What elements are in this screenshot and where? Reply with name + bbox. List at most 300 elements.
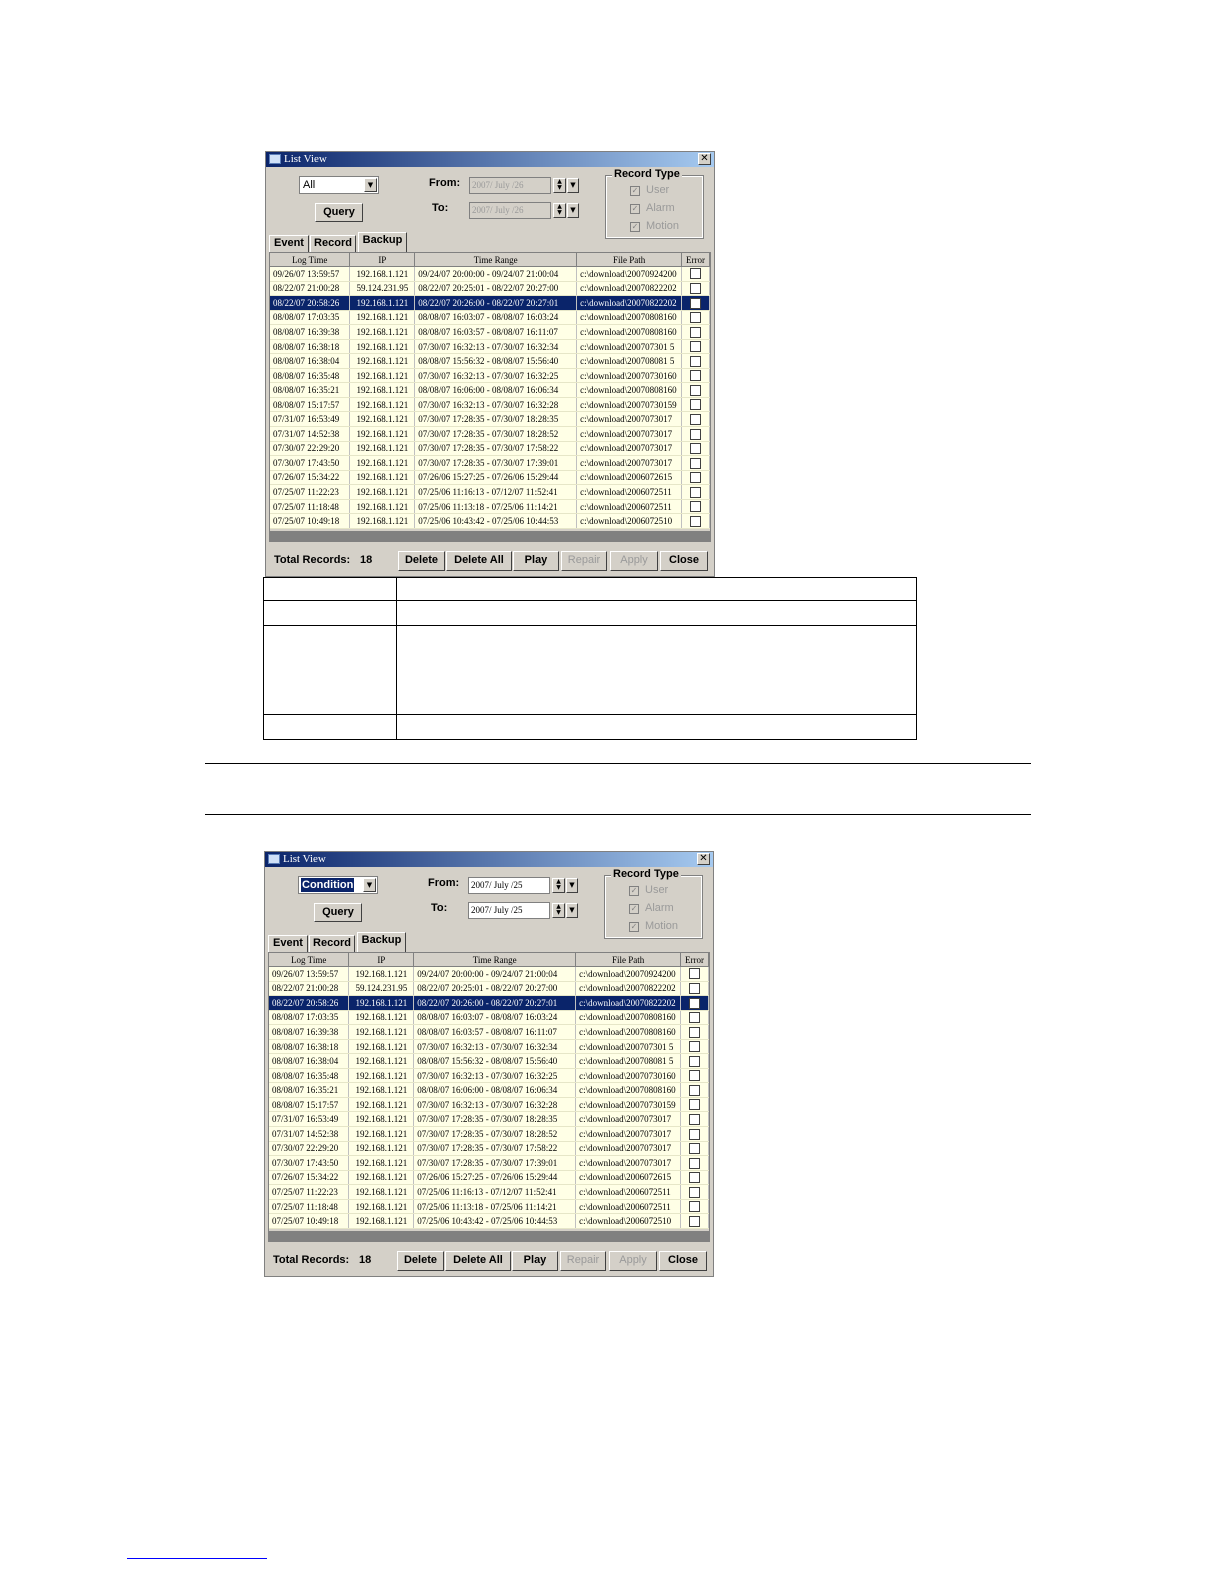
section-rule-bottom	[205, 814, 1031, 815]
cell-time-range: 08/22/07 20:25:01 - 08/22/07 20:27:00	[415, 281, 577, 296]
cell-error	[682, 354, 710, 369]
cell-error	[682, 325, 710, 340]
cell-error	[682, 427, 710, 442]
error-checkbox[interactable]	[689, 1056, 700, 1067]
cell-time-range: 07/30/07 17:28:35 - 07/30/07 17:58:22	[414, 1141, 576, 1156]
table-row[interactable]	[270, 296, 710, 311]
record-type-label-alarm: Alarm	[645, 902, 674, 914]
error-checkbox[interactable]	[689, 1172, 700, 1183]
close-button[interactable]: Close	[659, 1251, 707, 1271]
table-row[interactable]	[269, 1083, 709, 1098]
error-checkbox[interactable]	[690, 385, 701, 396]
cell-time-range: 09/24/07 20:00:00 - 09/24/07 21:00:04	[414, 967, 576, 982]
table-row[interactable]	[269, 1039, 709, 1054]
error-checkbox[interactable]	[690, 458, 701, 469]
record-type-label-user: User	[645, 884, 669, 896]
column-header-time-range[interactable]: Time Range	[415, 253, 577, 267]
cell-file-path: c:\download\20070924200	[576, 967, 681, 982]
cell-file-path: c:\download\2007073017	[577, 456, 682, 471]
error-checkbox[interactable]	[690, 312, 701, 323]
table-row-divider	[264, 625, 916, 626]
error-checkbox[interactable]	[690, 487, 701, 498]
cell-error	[681, 1127, 709, 1142]
error-checkbox[interactable]	[689, 1158, 700, 1169]
close-icon[interactable]: ✕	[697, 853, 710, 865]
cell-error	[681, 1156, 709, 1171]
cell-error	[681, 1199, 709, 1214]
cell-error	[681, 996, 709, 1011]
title-bar	[266, 152, 714, 167]
description-table	[263, 577, 917, 740]
close-button[interactable]: Close	[660, 551, 708, 571]
cell-file-path: c:\download\20070808160	[576, 1083, 681, 1098]
record-type-checkbox-user[interactable]: ✓	[631, 186, 639, 195]
to-date-spinner[interactable]: ▲ ▼	[553, 203, 566, 218]
cell-ip: 192.168.1.121	[349, 1010, 414, 1025]
record-type-checkbox-user[interactable]: ✓	[630, 886, 638, 895]
play-button[interactable]: Play	[513, 551, 559, 571]
table-row[interactable]	[269, 1097, 709, 1112]
table-row[interactable]	[269, 1141, 709, 1156]
error-checkbox[interactable]	[689, 1187, 700, 1198]
column-header-error[interactable]: Error	[682, 253, 710, 267]
cell-ip: 192.168.1.121	[349, 1054, 414, 1069]
delete-all-button[interactable]: Delete All	[446, 551, 512, 571]
table-scrollbar[interactable]	[269, 1231, 709, 1241]
column-header-file-path[interactable]: File Path	[577, 253, 682, 267]
cell-time-range: 08/08/07 16:03:57 - 08/08/07 16:11:07	[414, 1025, 576, 1040]
delete-button[interactable]: Delete	[397, 1251, 444, 1271]
table-scrollbar[interactable]	[270, 531, 710, 541]
cell-file-path: c:\download\20070808160	[577, 383, 682, 398]
cell-log-time: 08/08/07 16:35:21	[270, 383, 350, 398]
error-checkbox[interactable]	[690, 443, 701, 454]
cell-ip: 192.168.1.121	[350, 427, 415, 442]
cell-time-range: 07/26/06 15:27:25 - 07/26/06 15:29:44	[415, 470, 577, 485]
cell-ip: 192.168.1.121	[349, 1097, 414, 1112]
table-row[interactable]	[270, 427, 710, 442]
cell-error	[681, 1054, 709, 1069]
to-label: To:	[432, 202, 449, 214]
error-checkbox[interactable]	[690, 472, 701, 483]
cell-ip: 192.168.1.121	[349, 1141, 414, 1156]
tab-backup[interactable]: Backup	[357, 932, 406, 952]
cell-file-path: c:\download\2006072510	[576, 1214, 681, 1229]
table-row[interactable]	[270, 368, 710, 383]
to-date-spinner[interactable]: ▲ ▼	[552, 903, 565, 918]
cell-log-time: 08/08/07 16:38:04	[270, 354, 350, 369]
error-checkbox[interactable]	[690, 399, 701, 410]
cell-file-path: c:\download\2006072511	[577, 485, 682, 500]
cell-time-range: 07/30/07 16:32:13 - 07/30/07 16:32:25	[414, 1068, 576, 1083]
query-button[interactable]: Query	[315, 203, 363, 222]
record-type-legend: Record Type	[614, 168, 680, 180]
cell-ip: 192.168.1.121	[349, 1127, 414, 1142]
to-label: To:	[431, 902, 448, 914]
tab-record[interactable]: Record	[309, 935, 355, 952]
error-checkbox[interactable]	[689, 1143, 700, 1154]
cell-ip: 192.168.1.121	[350, 499, 415, 514]
error-checkbox[interactable]	[690, 414, 701, 425]
calendar-dropdown-icon[interactable]: ▼	[566, 903, 578, 918]
cell-error	[682, 281, 710, 296]
table-row[interactable]	[269, 981, 709, 996]
record-type-checkbox-motion[interactable]: ✓	[630, 922, 638, 931]
app-icon	[268, 854, 280, 864]
table-row[interactable]	[270, 354, 710, 369]
cell-file-path: c:\download\20070808160	[577, 325, 682, 340]
cell-ip: 192.168.1.121	[349, 1185, 414, 1200]
table-row[interactable]	[270, 499, 710, 514]
cell-log-time: 07/31/07 14:52:38	[269, 1127, 349, 1142]
table-row[interactable]	[270, 412, 710, 427]
cell-time-range: 07/25/06 11:16:13 - 07/12/07 11:52:41	[414, 1185, 576, 1200]
table-row[interactable]	[270, 397, 710, 412]
column-header-ip[interactable]: IP	[350, 253, 415, 267]
cell-ip: 59.124.231.95	[350, 281, 415, 296]
cell-log-time: 07/25/07 10:49:18	[270, 514, 350, 529]
cell-error	[681, 1039, 709, 1054]
cell-ip: 192.168.1.121	[350, 470, 415, 485]
cell-time-range: 08/22/07 20:26:00 - 08/22/07 20:27:01	[414, 996, 576, 1011]
error-checkbox[interactable]	[689, 1099, 700, 1110]
table-row[interactable]	[269, 1010, 709, 1025]
cell-file-path: c:\download\20070730159	[577, 397, 682, 412]
table-row[interactable]	[269, 1156, 709, 1171]
cell-time-range: 07/25/06 11:13:18 - 07/25/06 11:14:21	[415, 499, 577, 514]
error-checkbox[interactable]	[690, 356, 701, 367]
cell-ip: 192.168.1.121	[350, 310, 415, 325]
error-checkbox[interactable]	[690, 516, 701, 527]
apply-button[interactable]: Apply	[610, 551, 658, 571]
from-date-field[interactable]: 2007/ July /25	[468, 877, 550, 894]
table-row[interactable]	[269, 1054, 709, 1069]
cell-file-path: c:\download\2006072510	[577, 514, 682, 529]
table-row[interactable]	[269, 967, 709, 982]
total-records-label: Total Records:	[273, 1254, 350, 1266]
table-row[interactable]	[270, 267, 710, 282]
table-row[interactable]	[270, 310, 710, 325]
cell-ip: 192.168.1.121	[350, 267, 415, 282]
cell-time-range: 07/30/07 16:32:13 - 07/30/07 16:32:25	[415, 368, 577, 383]
cell-time-range: 07/30/07 17:28:35 - 07/30/07 17:58:22	[415, 441, 577, 456]
cell-time-range: 07/30/07 17:28:35 - 07/30/07 17:39:01	[414, 1156, 576, 1171]
cell-log-time: 07/26/07 15:34:22	[269, 1170, 349, 1185]
record-type-label-motion: Motion	[645, 920, 679, 932]
cell-log-time: 07/31/07 14:52:38	[270, 427, 350, 442]
calendar-dropdown-icon[interactable]: ▼	[566, 878, 578, 893]
cell-time-range: 07/30/07 16:32:13 - 07/30/07 16:32:34	[414, 1039, 576, 1054]
cell-time-range: 07/30/07 17:28:35 - 07/30/07 18:28:52	[414, 1127, 576, 1142]
error-checkbox[interactable]	[689, 1070, 700, 1081]
column-header-log-time[interactable]: Log Time	[270, 253, 350, 267]
cell-error	[682, 514, 710, 529]
total-records-label: Total Records:	[274, 554, 351, 566]
record-type-label-user: User	[646, 184, 670, 196]
cell-ip: 192.168.1.121	[349, 1199, 414, 1214]
list-view-window-all	[265, 151, 715, 577]
cell-ip: 192.168.1.121	[349, 1025, 414, 1040]
column-header-ip[interactable]: IP	[349, 953, 414, 967]
record-type-checkbox-alarm[interactable]: ✓	[631, 204, 639, 213]
cell-ip: 192.168.1.121	[350, 339, 415, 354]
cell-ip: 192.168.1.121	[350, 368, 415, 383]
cell-log-time: 07/30/07 22:29:20	[269, 1141, 349, 1156]
error-checkbox[interactable]	[689, 1027, 700, 1038]
cell-ip: 192.168.1.121	[350, 456, 415, 471]
close-icon[interactable]: ✕	[698, 153, 711, 165]
error-checkbox[interactable]	[690, 429, 701, 440]
cell-ip: 192.168.1.121	[350, 397, 415, 412]
column-header-log-time[interactable]: Log Time	[269, 953, 349, 967]
cell-time-range: 08/08/07 16:06:00 - 08/08/07 16:06:34	[415, 383, 577, 398]
cell-error	[681, 1025, 709, 1040]
column-header-file-path[interactable]: File Path	[576, 953, 681, 967]
cell-file-path: c:\download\20070822202	[576, 996, 681, 1011]
table-row[interactable]	[269, 1127, 709, 1142]
cell-log-time: 07/30/07 17:43:50	[270, 456, 350, 471]
table-row[interactable]	[270, 514, 710, 529]
cell-log-time: 08/08/07 16:35:48	[269, 1068, 349, 1083]
cell-file-path: c:\download\2006072615	[577, 470, 682, 485]
delete-button[interactable]: Delete	[398, 551, 445, 571]
column-header-time-range[interactable]: Time Range	[414, 953, 576, 967]
from-label: From:	[429, 177, 461, 189]
table-row[interactable]	[269, 1068, 709, 1083]
total-records-value: 18	[359, 1254, 372, 1266]
cell-error	[682, 441, 710, 456]
cell-file-path: c:\download\2006072511	[576, 1199, 681, 1214]
apply-button[interactable]: Apply	[609, 1251, 657, 1271]
cell-error	[681, 1097, 709, 1112]
cell-time-range: 07/30/07 16:32:13 - 07/30/07 16:32:28	[415, 397, 577, 412]
cell-time-range: 07/30/07 16:32:13 - 07/30/07 16:32:34	[415, 339, 577, 354]
to-date-field[interactable]: 2007/ July /26	[469, 202, 551, 219]
cell-file-path: c:\download\20070822202	[577, 281, 682, 296]
error-checkbox[interactable]	[689, 968, 700, 979]
to-date-field[interactable]: 2007/ July /25	[468, 902, 550, 919]
cell-ip: 192.168.1.121	[350, 325, 415, 340]
table-row[interactable]	[270, 441, 710, 456]
table-row[interactable]	[269, 996, 709, 1011]
cell-time-range: 07/30/07 17:28:35 - 07/30/07 18:28:35	[414, 1112, 576, 1127]
cell-log-time: 09/26/07 13:59:57	[270, 267, 350, 282]
window-title: List View	[283, 853, 326, 865]
cell-error	[681, 1141, 709, 1156]
filter-dropdown[interactable]	[299, 176, 379, 194]
play-button[interactable]: Play	[512, 1251, 558, 1271]
table-row[interactable]	[270, 325, 710, 340]
cell-log-time: 08/08/07 16:35:21	[269, 1083, 349, 1098]
cell-file-path: c:\download\20070730160	[577, 368, 682, 383]
error-checkbox[interactable]	[689, 1201, 700, 1212]
tab-event[interactable]: Event	[269, 235, 309, 252]
cell-log-time: 08/22/07 20:58:26	[269, 996, 349, 1011]
cell-file-path: c:\download\20070808160	[576, 1010, 681, 1025]
cell-log-time: 07/30/07 22:29:20	[270, 441, 350, 456]
cell-file-path: c:\download\20070730159	[576, 1097, 681, 1112]
error-checkbox[interactable]	[689, 983, 700, 994]
cell-file-path: c:\download\20070808160	[576, 1025, 681, 1040]
error-checkbox[interactable]	[689, 1216, 700, 1227]
cell-log-time: 08/08/07 16:35:48	[270, 368, 350, 383]
error-checkbox[interactable]	[689, 998, 700, 1009]
cell-ip: 192.168.1.121	[349, 1068, 414, 1083]
cell-file-path: c:\download\20070730160	[576, 1068, 681, 1083]
cell-error	[682, 470, 710, 485]
cell-time-range: 07/30/07 17:28:35 - 07/30/07 17:39:01	[415, 456, 577, 471]
error-checkbox[interactable]	[690, 501, 701, 512]
cell-file-path: c:\download\200708081 5	[577, 354, 682, 369]
table-row[interactable]	[269, 1214, 709, 1229]
table-row[interactable]	[270, 383, 710, 398]
cell-file-path: c:\download\200707301 5	[576, 1039, 681, 1054]
cell-log-time: 07/25/07 11:18:48	[269, 1199, 349, 1214]
cell-time-range: 07/30/07 16:32:13 - 07/30/07 16:32:28	[414, 1097, 576, 1112]
cell-log-time: 08/08/07 15:17:57	[270, 397, 350, 412]
error-checkbox[interactable]	[689, 1012, 700, 1023]
chevron-down-icon[interactable]: ▼	[363, 878, 376, 892]
cell-ip: 192.168.1.121	[349, 967, 414, 982]
cell-ip: 192.168.1.121	[349, 1039, 414, 1054]
error-checkbox[interactable]	[690, 341, 701, 352]
cell-time-range: 08/08/07 16:03:07 - 08/08/07 16:03:24	[414, 1010, 576, 1025]
error-checkbox[interactable]	[689, 1085, 700, 1096]
cell-ip: 192.168.1.121	[350, 383, 415, 398]
backup-record-table	[269, 252, 711, 542]
from-date-field[interactable]: 2007/ July /26	[469, 177, 551, 194]
cell-error	[681, 1185, 709, 1200]
cell-file-path: c:\download\2007073017	[577, 427, 682, 442]
chevron-down-icon[interactable]: ▼	[364, 178, 377, 192]
table-row[interactable]	[269, 1025, 709, 1040]
window-title: List View	[284, 153, 327, 165]
repair-button[interactable]: Repair	[561, 551, 607, 571]
cell-file-path: c:\download\2006072511	[577, 499, 682, 514]
cell-time-range: 07/26/06 15:27:25 - 07/26/06 15:29:44	[414, 1170, 576, 1185]
error-checkbox[interactable]	[689, 1114, 700, 1125]
filter-dropdown[interactable]	[298, 876, 378, 894]
cell-ip: 192.168.1.121	[350, 485, 415, 500]
table-row[interactable]	[269, 1112, 709, 1127]
cell-file-path: c:\download\2007073017	[576, 1127, 681, 1142]
cell-ip: 192.168.1.121	[349, 1156, 414, 1171]
table-row[interactable]	[270, 470, 710, 485]
error-checkbox[interactable]	[690, 298, 701, 309]
filter-value: Condition	[302, 879, 354, 891]
cell-file-path: c:\download\20070822202	[576, 981, 681, 996]
cell-log-time: 08/22/07 20:58:26	[270, 296, 350, 311]
cell-log-time: 08/08/07 16:38:04	[269, 1054, 349, 1069]
from-date-spinner[interactable]: ▲ ▼	[552, 878, 565, 893]
query-button[interactable]: Query	[314, 903, 362, 922]
cell-time-range: 08/08/07 15:56:32 - 08/08/07 15:56:40	[414, 1054, 576, 1069]
cell-log-time: 08/22/07 21:00:28	[270, 281, 350, 296]
cell-log-time: 08/08/07 17:03:35	[270, 310, 350, 325]
cell-error	[682, 267, 710, 282]
record-type-legend: Record Type	[613, 868, 679, 880]
cell-error	[681, 1170, 709, 1185]
cell-time-range: 07/30/07 17:28:35 - 07/30/07 18:28:35	[415, 412, 577, 427]
cell-file-path: c:\download\20070822202	[577, 296, 682, 311]
error-checkbox[interactable]	[689, 1041, 700, 1052]
cell-ip: 192.168.1.121	[350, 441, 415, 456]
title-bar	[265, 852, 713, 867]
error-checkbox[interactable]	[689, 1129, 700, 1140]
error-checkbox[interactable]	[690, 370, 701, 381]
cell-error	[681, 1010, 709, 1025]
repair-button[interactable]: Repair	[560, 1251, 606, 1271]
from-date-spinner[interactable]: ▲ ▼	[553, 178, 566, 193]
list-view-window-condition	[264, 851, 714, 1277]
table-row[interactable]	[269, 1170, 709, 1185]
cell-log-time: 08/22/07 21:00:28	[269, 981, 349, 996]
cell-ip: 192.168.1.121	[350, 296, 415, 311]
record-type-checkbox-motion[interactable]: ✓	[631, 222, 639, 231]
cell-file-path: c:\download\200708081 5	[576, 1054, 681, 1069]
from-label: From:	[428, 877, 460, 889]
cell-time-range: 08/08/07 16:03:07 - 08/08/07 16:03:24	[415, 310, 577, 325]
cell-file-path: c:\download\2006072615	[576, 1170, 681, 1185]
cell-log-time: 07/31/07 16:53:49	[269, 1112, 349, 1127]
cell-error	[681, 1112, 709, 1127]
cell-ip: 192.168.1.121	[349, 1083, 414, 1098]
cell-time-range: 07/25/06 10:43:42 - 07/25/06 10:44:53	[415, 514, 577, 529]
cell-file-path: c:\download\2007073017	[576, 1112, 681, 1127]
delete-all-button[interactable]: Delete All	[445, 1251, 511, 1271]
calendar-dropdown-icon[interactable]: ▼	[567, 178, 579, 193]
table-row[interactable]	[269, 1199, 709, 1214]
record-table	[270, 253, 710, 529]
error-checkbox[interactable]	[690, 283, 701, 294]
cell-file-path: c:\download\200707301 5	[577, 339, 682, 354]
filter-value: All	[303, 179, 316, 191]
error-checkbox[interactable]	[690, 268, 701, 279]
calendar-dropdown-icon[interactable]: ▼	[567, 203, 579, 218]
cell-error	[681, 967, 709, 982]
cell-ip: 192.168.1.121	[349, 1214, 414, 1229]
cell-time-range: 08/22/07 20:25:01 - 08/22/07 20:27:00	[414, 981, 576, 996]
table-row[interactable]	[270, 485, 710, 500]
cell-ip: 192.168.1.121	[349, 1170, 414, 1185]
table-row[interactable]	[270, 281, 710, 296]
record-table	[269, 953, 709, 1229]
total-records-value: 18	[360, 554, 373, 566]
tab-backup[interactable]: Backup	[358, 232, 407, 252]
app-icon	[269, 154, 281, 164]
cell-file-path: c:\download\20070808160	[577, 310, 682, 325]
cell-log-time: 07/31/07 16:53:49	[270, 412, 350, 427]
cell-log-time: 08/08/07 16:39:38	[270, 325, 350, 340]
table-row[interactable]	[270, 456, 710, 471]
cell-log-time: 08/08/07 17:03:35	[269, 1010, 349, 1025]
cell-ip: 192.168.1.121	[350, 412, 415, 427]
error-checkbox[interactable]	[690, 327, 701, 338]
tab-record[interactable]: Record	[310, 235, 356, 252]
cell-error	[682, 310, 710, 325]
table-row[interactable]	[269, 1185, 709, 1200]
cell-time-range: 07/25/06 11:13:18 - 07/25/06 11:14:21	[414, 1199, 576, 1214]
column-header-error[interactable]: Error	[681, 953, 709, 967]
tab-event[interactable]: Event	[268, 935, 308, 952]
record-type-checkbox-alarm[interactable]: ✓	[630, 904, 638, 913]
cell-error	[681, 1214, 709, 1229]
table-row[interactable]	[270, 339, 710, 354]
cell-time-range: 07/25/06 11:16:13 - 07/12/07 11:52:41	[415, 485, 577, 500]
cell-error	[682, 368, 710, 383]
cell-log-time: 08/08/07 16:39:38	[269, 1025, 349, 1040]
cell-log-time: 07/25/07 10:49:18	[269, 1214, 349, 1229]
